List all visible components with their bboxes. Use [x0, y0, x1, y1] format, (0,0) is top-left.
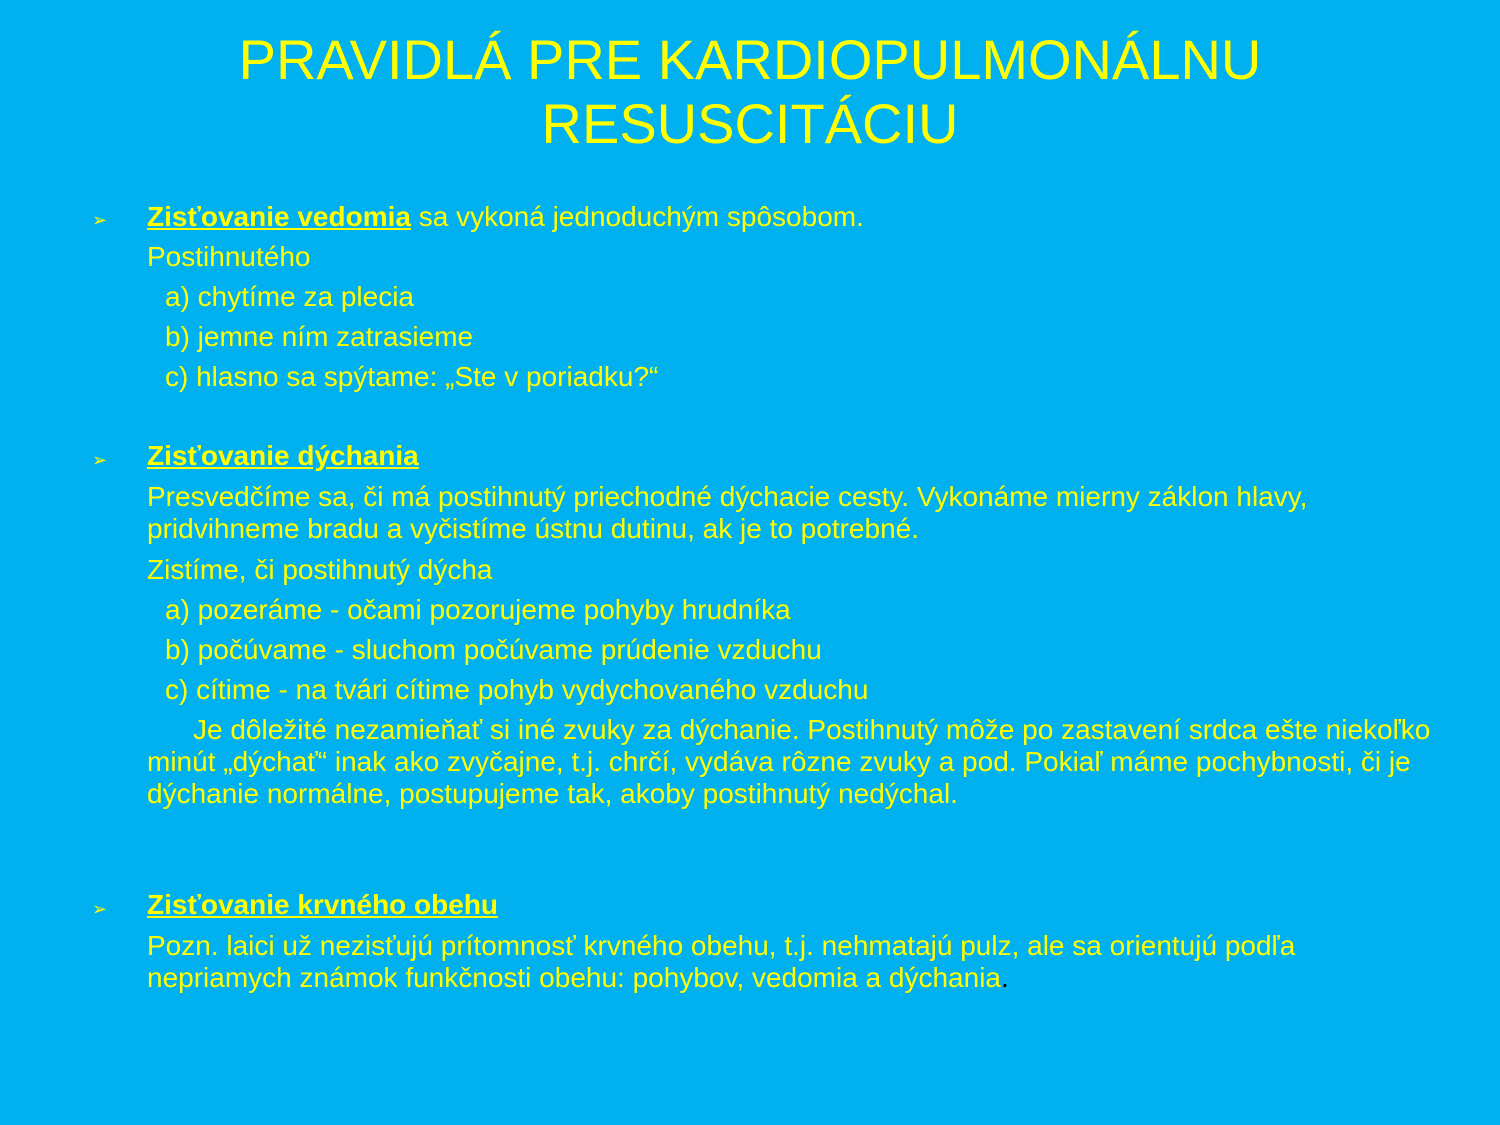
section2-paragraph-1: Presvedčíme sa, či má postihnutý priechodné dýchacie cesty. Vykonáme mierny záklon hlavy, pridvihneme bradu a vyčistíme ústnu dutinu, ak je to potrebné.: [147, 481, 1308, 544]
title-line-1: PRAVIDLÁ PRE KARDIOPULMONÁLNU: [238, 28, 1262, 91]
section2-item-c: c) cítime - na tvári cítime pohyb vydychovaného vzduchu: [165, 674, 869, 705]
arrow-bullet-icon: ➢: [92, 450, 108, 470]
section2-heading: Zisťovanie dýchania: [147, 440, 419, 471]
section1-heading-line: [147, 201, 864, 233]
section1-heading-rest: sa vykoná jednoduchým spôsobom.: [410, 201, 864, 232]
section1-item-b: b) jemne ním zatrasieme: [165, 321, 474, 352]
section2-check-line: Zistíme, či postihnutý dýcha: [147, 554, 493, 585]
section1-item-a: a) chytíme za plecia: [165, 281, 414, 312]
section1-heading: Zisťovanie vedomia: [147, 201, 411, 232]
section2-item-a: a) pozeráme - očami pozorujeme pohyby hrudníka: [165, 594, 791, 625]
section2-heading-line: [147, 440, 419, 472]
arrow-bullet-icon: ➢: [92, 210, 108, 230]
section2-paragraph-2-text: Je dôležité nezamieňať si iné zvuky za dýchanie. Postihnutý môže po zastavení srdca ešte niekoľko minút „dýchať“ inak ako zvyčajne, t.j. chrčí, vydáva rôzne zvuky a pod. Pokiaľ máme pochybnosti, či je dýchanie normálne, postupujeme tak, akoby postihnutý nedýchal.: [147, 714, 1431, 809]
arrow-bullet-icon: ➢: [92, 899, 108, 919]
section3-heading: Zisťovanie krvného obehu: [147, 889, 499, 920]
title-line-2: RESUSCITÁCIU: [541, 92, 959, 155]
section3-heading-line: [147, 889, 498, 921]
section3-paragraph-end: .: [1001, 962, 1009, 993]
slide-title: [0, 28, 1500, 156]
section1-line2: Postihnutého: [147, 241, 311, 272]
section3-paragraph: [147, 930, 1447, 994]
section2-paragraph-2: [147, 714, 1437, 810]
section2-item-b: b) počúvame - sluchom počúvame prúdenie vzduchu: [165, 634, 822, 665]
section1-item-c: c) hlasno sa spýtame: „Ste v poriadku?“: [165, 361, 659, 392]
section3-paragraph-text: Pozn. laici už nezisťujú prítomnosť krvného obehu, t.j. nehmatajú pulz, ale sa orientujú podľa nepriamych známok funkčnosti obehu: pohybov, vedomia a dýchania: [147, 930, 1296, 993]
